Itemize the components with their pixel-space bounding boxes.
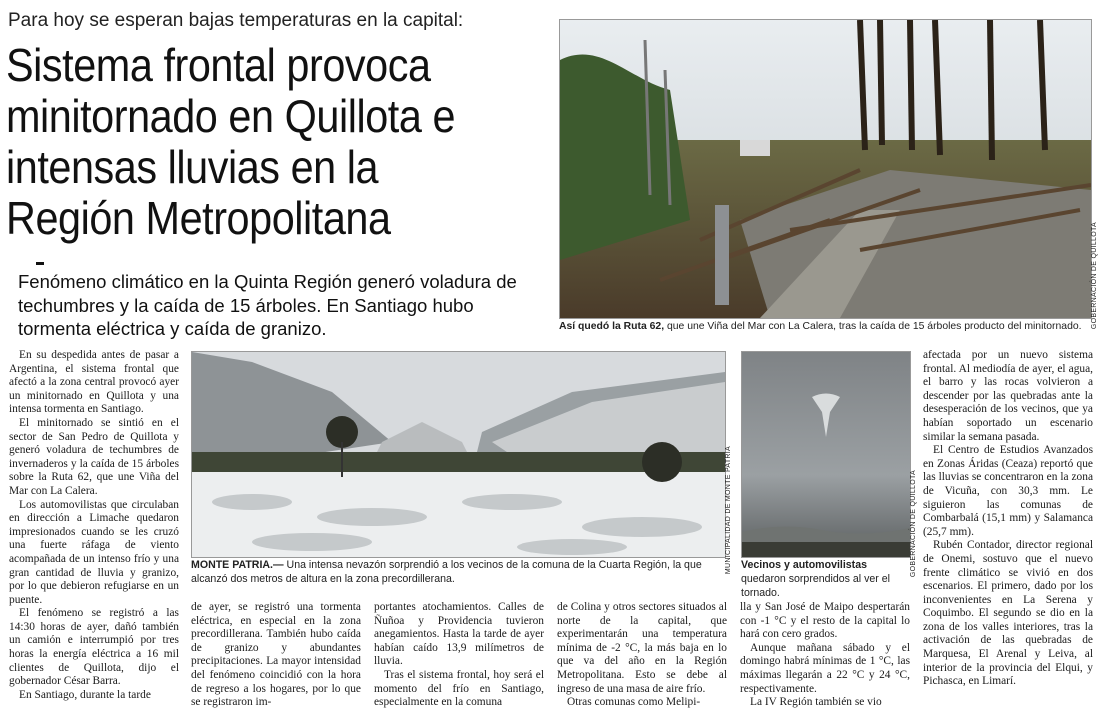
ruta-62-photo bbox=[559, 19, 1092, 319]
article-column-4 bbox=[557, 601, 727, 710]
paragraph: En Santiago, durante la tarde bbox=[19, 688, 151, 701]
paragraph: Aunque mañana sábado y el domingo habrá mínimas de 1 °C, las máximas llegarán a 22 °C y 24 °C, respectivamente. bbox=[740, 641, 910, 695]
tornado-caption bbox=[741, 558, 911, 600]
ruta-62-caption bbox=[559, 320, 1099, 334]
snow-valley-image bbox=[192, 352, 725, 557]
monte-patria-caption bbox=[191, 558, 731, 586]
ruta-62-caption-lead: Así quedó la Ruta 62, bbox=[559, 321, 665, 332]
subhead-rule bbox=[36, 262, 44, 265]
paragraph: afectada por un nuevo sistema frontal. Al mediodía de ayer, el agua, el barro y las rocas volvieron a descender por las quebradas ante la desesperación de los vecinos, que ya habían soportado un escenario similar la semana pasada. bbox=[923, 349, 1093, 443]
monte-patria-caption-lead: MONTE PATRIA.— bbox=[191, 559, 284, 571]
paragraph: En su despedida antes de pasar a Argentina, el sistema frontal que afectó a la zona central provocó ayer un minitornado en Quillota y una intensa tormenta en Santiago. bbox=[9, 349, 179, 416]
funnel-cloud-image bbox=[742, 352, 910, 557]
tornado-caption-text: quedaron sorprendidos al ver el tornado. bbox=[741, 573, 890, 599]
tornado-photo-credit: GOBERNACIÓN DE QUILLOTA bbox=[910, 470, 917, 578]
paragraph: Tras el sistema frontal, hoy será el momento del frío en Santiago, especialmente en la comuna bbox=[374, 668, 544, 709]
article-column-5 bbox=[740, 601, 910, 710]
subhead: Fenómeno climático en la Quinta Región generó voladura de techumbres y la caída de 15 árboles. En Santiago hubo tormenta eléctrica y caída de granizo. bbox=[18, 271, 517, 339]
paragraph: de Colina y otros sectores situados al norte de la capital, que experimentarán una temperatura mínima de -2 °C, la más baja en lo que va del año en la Región Metropolitana. Esto se debe al ingreso de una masa de aire frío. bbox=[557, 601, 727, 695]
paragraph: El Centro de Estudios Avanzados en Zonas Áridas (Ceaza) reportó que las lluvias se concentraron en la zona de Vicuña, con 30,3 mm. Le siguieron las comunas de Combarbalá (15,1 mm) y Salamanca (25,7 mm). bbox=[923, 444, 1093, 538]
paragraph: de ayer, se registró una tormenta eléctrica, en especial en la zona precordillerana. También hubo caída de granizo y abundantes precipitaciones. La mayor intensidad del fenómeno coincidió con la hora de regreso a los hogares, por lo que se registraron im- bbox=[191, 601, 361, 709]
paragraph: lla y San José de Maipo despertarán con -1 °C y el resto de la capital lo hará con cero grados. bbox=[740, 601, 910, 641]
kicker: Para hoy se esperan bajas temperaturas en la capital: bbox=[8, 10, 464, 31]
article-column-6 bbox=[923, 349, 1093, 689]
paragraph: Rubén Contador, director regional de Onemi, sostuvo que el nuevo frente climático se vivió en dos escenarios. El primero, dado por los inconvenientes en La Serena y Coquimbo. El segundo se dio en la zona de los valles interiores, tras la activación de las quebradas de Marquesa, El Arenal y Leiva, al interior de la provincia del Elqui, y Pichasca, en Limarí. bbox=[923, 539, 1093, 688]
paragraph: portantes atochamientos. Calles de Ñuñoa y Providencia tuvieron anegamientos. Hasta la tarde de ayer habían caído 13,9 milímetros de lluvia. bbox=[374, 601, 544, 668]
fallen-trees-image bbox=[560, 20, 1091, 318]
ruta-62-caption-text: que une Viña del Mar con La Calera, tras la caída de 15 árboles producto del minitornado. bbox=[664, 321, 1082, 332]
paragraph: La IV Región también se vio bbox=[750, 696, 882, 709]
monte-patria-caption-text: Una intensa nevazón sorprendió a los vecinos de la comuna de la Cuarta Región, la que alcanzó dos metros de altura en la zona precordillerana. bbox=[191, 559, 702, 585]
tornado-caption-lead: Vecinos y automovilistas bbox=[741, 559, 867, 571]
tornado-photo bbox=[741, 351, 911, 558]
ruta-62-photo-credit: GOBERNACIÓN DE QUILLOTA bbox=[1091, 222, 1098, 330]
headline: Sistema frontal provoca minitornado en Quillota e intensas lluvias en la Región Metropolitana bbox=[6, 39, 456, 244]
monte-patria-photo bbox=[191, 351, 726, 558]
article-column-1 bbox=[9, 349, 179, 702]
paragraph: Otras comunas como Melipi- bbox=[567, 696, 701, 709]
monte-patria-photo-credit: MUNICIPALIDAD DE MONTE PATRIA bbox=[725, 446, 732, 575]
paragraph: El fenómeno se registró a las 14:30 horas de ayer, dañó también un camión e interrumpió por tres horas la energía eléctrica a 16 mil clientes de Quillota, dijo el gobernador César Barra. bbox=[9, 607, 179, 688]
paragraph: Los automovilistas que circulaban en dirección a Limache quedaron impresionados cuando se les cruzó una fuerte ráfaga de viento acompañada de un intenso frío y una gran cantidad de lluvia y granizo, por lo que debieron refugiarse en un puente. bbox=[9, 498, 179, 606]
paragraph: El minitornado se sintió en el sector de San Pedro de Quillota y generó voladura de techumbres de invernaderos y la caída de 15 árboles sobre la Ruta 62, que une Viña del Mar con La Calera. bbox=[9, 416, 179, 497]
article-column-2 bbox=[191, 601, 361, 710]
article-column-3 bbox=[374, 601, 544, 710]
